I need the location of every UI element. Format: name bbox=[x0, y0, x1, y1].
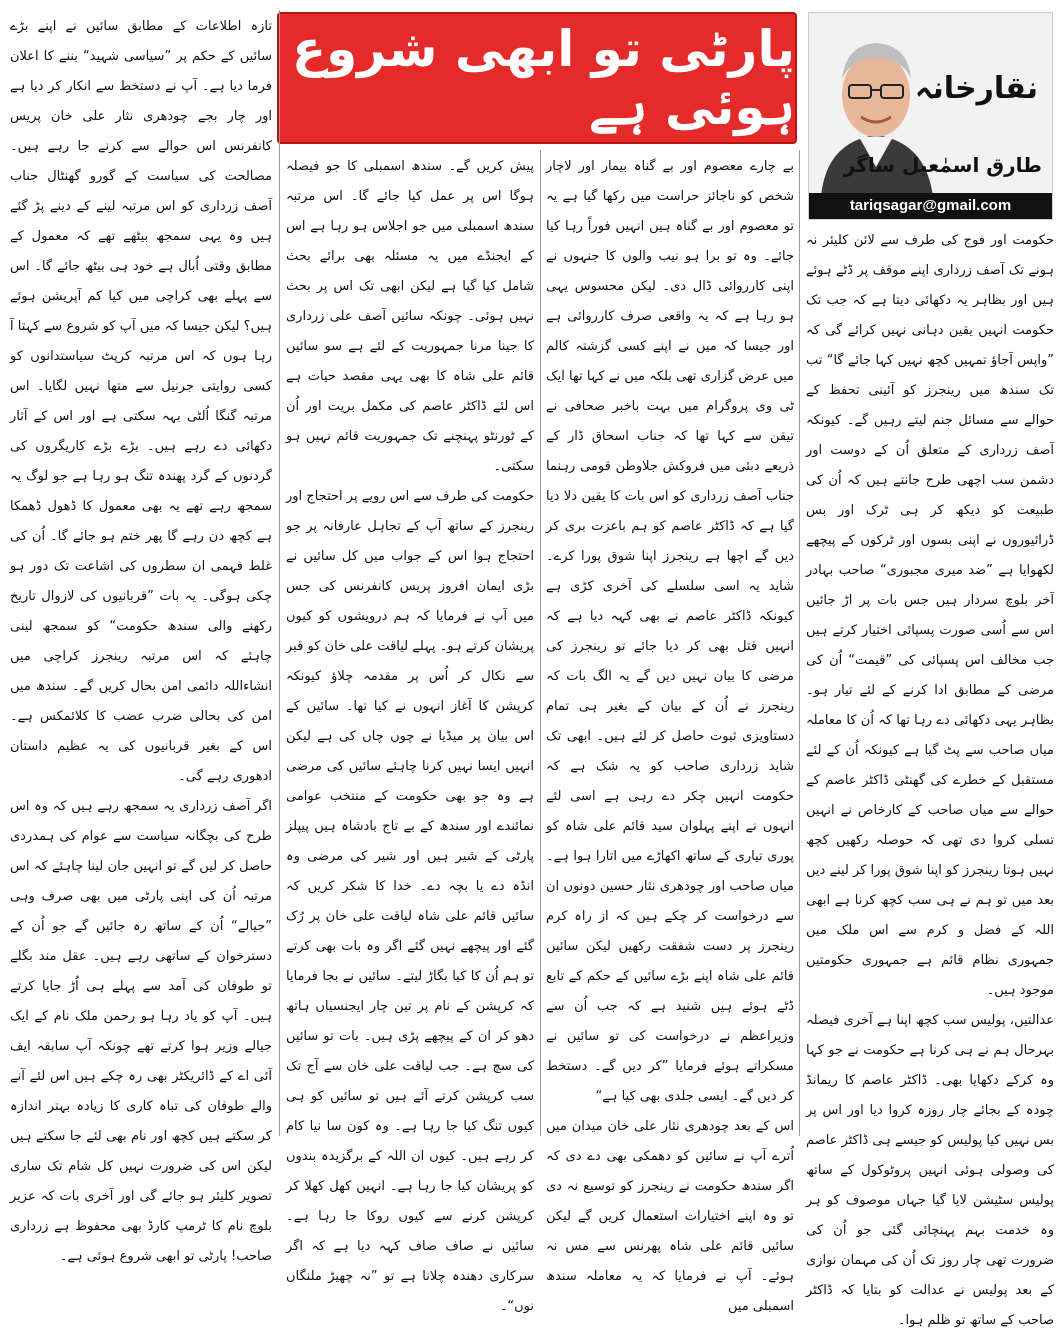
article-column-2 bbox=[546, 152, 794, 1314]
paragraph: اگر آصف زرداری یہ سمجھ رہے ہیں کہ وہ اس طرح کی بچگانہ سیاست سے عوام کی ہمدردی حاصل کر لیں گے تو انہیں جان لینا چاہئے کہ اس مرتبہ اُن کی اپنی پارٹی میں بھی صرف وہی ”جیالے“ اُن کے ساتھ رہ جائیں گے جو اُن کے دسترخوان کے ساتھی رہے ہیں۔ عقل مند بگلے تو طوفان کی آمد سے پہلے ہی اُڑ جایا کرتے ہیں۔ آپ کو یاد رہا ہو رحمن ملک نام کے ایک جیالے وزیر ہوا کرتے تھے چونکہ آپ سابقہ ایف آئی اے کے ڈائریکٹر بھی رہ چکے ہیں اس لئے آنے والے طوفان کی تباہ کاری کا زیادہ بہتر اندازہ کر سکتے ہیں کچھ اور نام بھی لئے جا سکتے ہیں لیکن اس کی ضرورت نہیں کل شام تک ساری تصویر کلیئر ہو جائے گی اور آخری بات کہ عزیر بلوچ نام کا ٹرمپ کارڈ بھی محفوظ ہے زرداری صاحب! پارٹی تو ابھی شروع ہوئی ہے۔ bbox=[10, 799, 272, 1264]
paragraph: حکومت کی طرف سے اس رویے پر احتجاج اور رینجرز کے ساتھ آپ کے تجاہل عارفانہ پر جو احتجاج ہوا اس کے جواب میں کل سائیں نے بڑی ایمان افروز پریس کانفرنس کی جس میں آپ نے فرمایا کہ ہم درویشوں کو کیوں پریشان کرتے ہو۔ پہلے لیاقت علی خان کو قبر سے نکال کر اُس پر مقدمہ چلاؤ کیونکہ کرپشن کا آغاز انہوں نے کیا تھا۔ سائیں کے اس بیان پر میڈیا نے چوں چاں کی ہے لیکن انہیں ایسا نہیں کرنا چاہئے سائیں کی مرضی ہے وہ جو بھی حکومت کے منتخب عوامی نمائندے اور سندھ کے بے تاج بادشاہ ہیں پیپلز پارٹی کے شیر ہیں اور شیر کی مرضی وہ انڈہ دے یا بچہ دے۔ خدا کا شکر کریں کہ سائیں قائم علی شاہ لیاقت علی خان پر رُک گئے اور پیچھے نہیں گئے اگر وہ بات بھی کرتے تو ہم اُن کا کیا بگاڑ لیتے۔ سائیں نے بجا فرمایا کہ کرپشن کے نام پر تین چار ایجنسیاں ہاتھ دھو کر ان کے پیچھے پڑی ہیں۔ بات تو سائیں کی سچ ہے۔ جب لیاقت علی خان سے آج تک سب کرپشن کرتے آئے ہیں تو سائیں کو ہی کیوں تنگ کیا جا رہا ہے۔ وہ کون سا نیا کام کر رہے ہیں۔ کیوں ان اللہ کے برگزیدہ بندوں کو پریشان کیا جا رہا ہے۔ انہیں کھل کھلا کر کرپشن کرنے سے کیوں روکا جا رہا ہے۔ سائیں نے صاف صاف کہہ دیا ہے کہ اگر سرکاری دھندہ چلانا ہے تو ”نہ چھیڑ ملنگاں نوں“۔ bbox=[286, 489, 534, 1314]
author-name: طارق اسمٰعیل ساگر bbox=[843, 153, 1042, 177]
paragraph: اس کے بعد چودھری نثار علی خان میدان میں اُترے آپ نے سائیں کو دھمکی بھی دے دی کہ اگر سندھ حکومت نے رینجرز کو توسیع نہ دی تو وہ اپنے اختیارات استعمال کریں گے لیکن سائیں قائم علی شاہ پھرنس سے مس نہ ہوئے۔ آپ نے فرمایا کہ یہ معاملہ سندھ اسمبلی میں bbox=[546, 1119, 794, 1314]
headline: پارٹی تو ابھی شروع ہوئی ہے bbox=[291, 20, 795, 136]
article-column-4 bbox=[10, 12, 272, 1264]
author-email: tariqsagar@gmail.com bbox=[809, 193, 1052, 219]
paragraph: بے چارے معصوم اور بے گناہ بیمار اور لاچار شخص کو ناجائز حراست میں رکھا گیا ہے یہ تو معصوم اور بے گناہ ہیں انہیں فوراً رہا کیا جائے۔ وہ تو برا ہو نیب والوں کا جنہوں نے اپنی کارروائی ڈال دی۔ لیکن محسوس یہی ہو رہا ہے کہ یہ واقعی صرف کارروائی ہے اور جیسا کہ میں نے اپنے کسی گزشتہ کالم میں عرض گزاری تھی بلکہ میں نے کہا تھا ایک ٹی وی پروگرام میں بہت باخبر صحافی نے تیقن سے کہا تھا کہ جناب اسحاق ڈار کے ذریعے دبئی میں فروکش جلاوطن قومی رہنما جناب آصف زرداری کو اس بات کا یقین دلا دیا گیا ہے کہ ڈاکٹر عاصم کو ہم باعزت بری کر دیں گے اچھا ہے رینجرز اپنا شوق پورا کرے۔ شاید یہ اسی سلسلے کی آخری کڑی ہے کیونکہ ڈاکٹر عاصم نے بھی کہہ دیا ہے کہ انہیں قتل بھی کر دیا جائے تو رینجرز کی مرضی کا بیان نہیں دیں گے یہ الگ بات کہ رینجرز نے اُن کے بیان کے بغیر ہی تمام دستاویزی ثبوت حاصل کر لئے ہیں۔ ابھی تک شاید زرداری صاحب کو یہ شک ہے کہ حکومت انہیں چکر دے رہی ہے اسی لئے انہوں نے اپنے پہلوان سید قائم علی شاہ کو پوری تیاری کے ساتھ اکھاڑے میں اتارا ہوا ہے۔ میاں صاحب اور چودھری نثار حسین دونوں ان سے درخواست کر چکے ہیں کہ از راہ کرم رینجرز پر دست شفقت رکھیں لیکن سائیں قائم علی شاہ اپنے بڑے سائیں کے حکم کے تابع ڈٹے ہوئے ہیں شنید ہے کہ جب اُن سے وزیراعظم نے درخواست کی تو سائیں نے مسکراتے ہوئے فرمایا ”کر دیں گے۔ دستخط کر دیں گے۔ ایسی جلدی بھی کیا ہے“ bbox=[546, 159, 794, 1104]
article-column-3 bbox=[286, 152, 534, 1314]
column-name: نقارخانہ bbox=[914, 71, 1038, 106]
paragraph: حکومت اور فوج کی طرف سے لائن کلیئر نہ ہونے تک آصف زرداری اپنے موقف پر ڈٹے ہوئے ہیں اور بظاہر یہ دکھائی دیتا ہے کہ جب تک حکومت انہیں یقین دہانی نہیں کرائے گی کہ ”واپس آجاؤ تمہیں کچھ نہیں کہا جائے گا“ تب تک سندھ میں رینجرز کو آئینی تحفظ کے حوالے سے مسائل جنم لیتے رہیں گے۔ کیونکہ آصف زرداری کے متعلق اُن کے دوست اور دشمن سب اچھی طرح جانتے ہیں کہ اُن کی طبیعت کو دیکھ کر ہی ٹرک اور بس ڈرائیوروں نے اپنی بسوں اور ٹرکوں کے پیچھے لکھوایا ہے ”ضد میری مجبوری“ صاحب بہادر آخر بلوچ سردار ہیں جس بات پر اڑ جائیں اس سے اُسی صورت پسپائی اختیار کرتے ہیں جب مخالف اس پسپائی کی ”قیمت“ اُن کی مرضی کے مطابق ادا کرنے کے لئے تیار ہو۔ بظاہر یہی دکھائی دے رہا تھا کہ اُن کا معاملہ میاں صاحب سے پٹ گیا ہے کیونکہ اُن کے لئے مستقبل کے خطرے کی گھنٹی ڈاکٹر عاصم کے حوالے سے میاں صاحب کے کارخاص نے انہیں تسلی کروا دی تھی کہ حوصلہ رکھیں کچھ نہیں ہوتا رینجرز کو اپنا شوق پورا کر لینے دیں بعد میں تو ہم نے ہی سب کچھ کرنا ہے ابھی اللہ کے فضل و کرم سے اس ملک میں جمہوری نظام قائم ہے جمہوری حکومتیں موجود ہیں۔ bbox=[806, 233, 1054, 998]
paragraph: عدالتیں، پولیس سب کچھ اپنا ہے آخری فیصلہ بہرحال ہم نے ہی کرنا ہے حکومت نے جو کہا وہ کرکے دکھایا بھی۔ ڈاکٹر عاصم کا ریمانڈ چودہ کے بجائے چار روزہ کروا دیا اور اس پر بس نہیں کیا پولیس کو جیسے ہی ڈاکٹر عاصم کی وصولی ہوئی انہیں پروٹوکول کے ساتھ پولیس سٹیشن لایا گیا جہاں موصوف کو ہر وہ خدمت بہم پہنچائی گئی جو اُن کی ضرورت تھی چار روز تک اُن کی مہمان نوازی کے بعد پولیس نے عدالت کو بتایا کہ ڈاکٹر صاحب کے ساتھ تو ظلم ہوا۔ bbox=[806, 1013, 1054, 1328]
columnist-header bbox=[808, 12, 1053, 220]
headline-banner bbox=[277, 12, 797, 144]
column-divider bbox=[279, 10, 280, 1136]
paragraph: پیش کریں گے۔ سندھ اسمبلی کا جو فیصلہ ہوگا اس پر عمل کیا جائے گا۔ اس مرتبہ سندھ اسمبلی میں جو اجلاس ہو رہا ہے اس کے ایجنڈے میں یہ مسئلہ بھی برائے بحث شامل کیا گیا ہے لیکن ابھی تک اس پر بحث نہیں ہوئی۔ چونکہ سائیں آصف علی زرداری کا جینا مرنا جمہوریت کے لئے ہے سو سائیں قائم علی شاہ کا بھی یہی مقصد حیات ہے اس لئے ڈاکٹر عاصم کی مکمل بریت اور اُن کے ٹورنٹو پہنچنے تک جمہوریت قائم نہیں ہو سکتی۔ bbox=[286, 159, 534, 474]
paragraph: تازہ اطلاعات کے مطابق سائیں نے اپنے بڑے سائیں کے حکم پر ”سیاسی شہید“ بننے کا اعلان فرما دیا ہے۔ آپ نے دستخط سے انکار کر دیا ہے اور چار بجے چودھری نثار علی خان پریس کانفرنس اس حوالے سے کرنے جا رہے ہیں۔ مصالحت کی سیاست کے گورو گھنٹال جناب آصف زرداری کو اس مرتبہ لینے کے دینے پڑ گئے ہیں وہ یہی سمجھ بیٹھے تھے کہ معمول کے مطابق وقتی اُبال ہے خود ہی بیٹھ جائے گا۔ اس سے پہلے بھی کراچی میں کیا کم آپریشن ہوئے ہیں؟ لیکن جیسا کہ میں آپ کو شروع سے کہتا آ رہا ہوں کہ اس مرتبہ کرپٹ سیاستدانوں کو کسی روایتی جرنیل سے متھا نہیں لگایا۔ اس مرتبہ گنگا اُلٹی بہہ سکتی ہے اور اس کے آثار دکھائی دے رہے ہیں۔ بڑے بڑے کاریگروں کی گردنوں کے گرد پھندہ تنگ ہو رہا ہے جو لوگ یہ سمجھ رہے تھے یہ بھی معمول کا ڈھول ڈھمکا ہے کچھ دن رہے گا پھر ختم ہو جائے گا۔ اُن کی غلط فہمی ان سطروں کی اشاعت تک دور ہو چکی ہوگی۔ یہ بات ”قربانیوں کی لازوال تاریخ رکھنے والی سندھ حکومت“ کو سمجھ لینی چاہئے کہ اس مرتبہ رینجرز کراچی میں انشاءاللہ دائمی امن بحال کریں گے۔ سندھ میں امن کی بحالی ضرب عضب کا کلائمکس ہے۔ اس کے بغیر قربانیوں کی یہ عظیم داستان ادھوری رہے گی۔ bbox=[10, 19, 272, 784]
column-divider bbox=[540, 150, 541, 1136]
article-column-1 bbox=[806, 226, 1054, 1328]
column-divider bbox=[799, 150, 800, 1136]
